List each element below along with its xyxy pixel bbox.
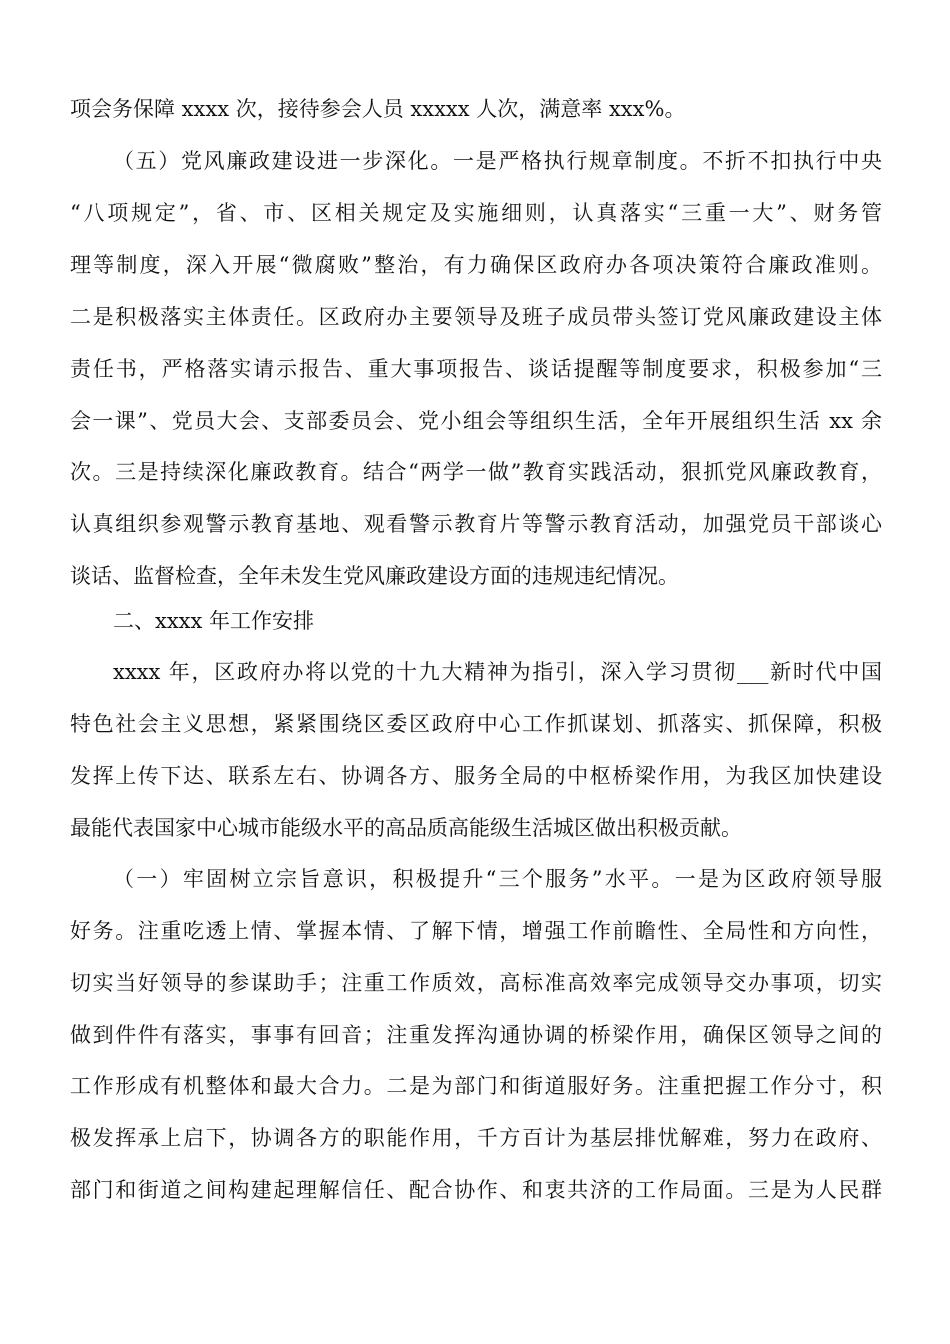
text-line: 特色社会主义思想，紧紧围绕区委区政府中心工作抓谋划、抓落实、抓保障，积极 bbox=[70, 712, 882, 736]
text-line: 会一课”、党员大会、支部委员会、党小组会等组织生活，全年开展组织生活 xx 余 bbox=[70, 409, 882, 433]
text-line: 部门和街道之间构建起理解信任、配合协作、和衷共济的工作局面。三是为人民群 bbox=[70, 1178, 882, 1202]
text-line: xxxx 年，区政府办将以党的十九大精神为指引，深入学习贯彻___新时代中国 bbox=[113, 660, 882, 684]
text-line: 二是积极落实主体责任。区政府办主要领导及班子成员带头签订党风廉政建设主体 bbox=[70, 305, 882, 329]
text-line: 认真组织参观警示教育基地、观看警示教育片等警示教育活动，加强党员干部谈心 bbox=[70, 512, 882, 536]
text-line: 次。三是持续深化廉政教育。结合“两学一做”教育实践活动，狠抓党风廉政教育， bbox=[70, 460, 882, 484]
text-line: 项会务保障 xxxx 次，接待参会人员 xxxxx 人次，满意率 xxx%。 bbox=[70, 97, 686, 121]
text-line: “八项规定”，省、市、区相关规定及实施细则，认真落实“三重一大”、财务管 bbox=[70, 201, 882, 225]
text-line: 切实当好领导的参谋助手；注重工作质效，高标准高效率完成领导交办事项，切实 bbox=[70, 971, 882, 995]
text-line: 最能代表国家中心城市能级水平的高品质高能级生活城区做出积极贡献。 bbox=[70, 816, 742, 840]
text-line: （一）牢固树立宗旨意识，积极提升“三个服务”水平。一是为区政府领导服 bbox=[113, 867, 882, 891]
text-line: 极发挥承上启下，协调各方的职能作用，千方百计为基层排忧解难，努力在政府、 bbox=[70, 1126, 882, 1150]
text-line: 谈话、监督检查，全年未发生党风廉政建设方面的违规违纪情况。 bbox=[70, 564, 679, 588]
text-line: （五）党风廉政建设进一步深化。一是严格执行规章制度。不折不扣执行中央 bbox=[113, 149, 882, 173]
text-line: 责任书，严格落实请示报告、重大事项报告、谈话提醒等制度要求，积极参加“三 bbox=[70, 357, 882, 381]
text-line: 理等制度，深入开展“微腐败”整治，有力确保区政府办各项决策符合廉政准则。 bbox=[70, 253, 882, 277]
text-line: 工作形成有机整体和最大合力。二是为部门和街道服好务。注重把握工作分寸，积 bbox=[70, 1074, 882, 1098]
text-line: 发挥上传下达、联系左右、协调各方、服务全局的中枢桥梁作用，为我区加快建设 bbox=[70, 764, 882, 788]
text-line: 做到件件有落实，事事有回音；注重发挥沟通协调的桥梁作用，确保区领导之间的 bbox=[70, 1023, 882, 1047]
text-line: 好务。注重吃透上情、掌握本情、了解下情，增强工作前瞻性、全局性和方向性， bbox=[70, 919, 882, 943]
section-heading: 二、xxxx 年工作安排 bbox=[113, 609, 315, 633]
